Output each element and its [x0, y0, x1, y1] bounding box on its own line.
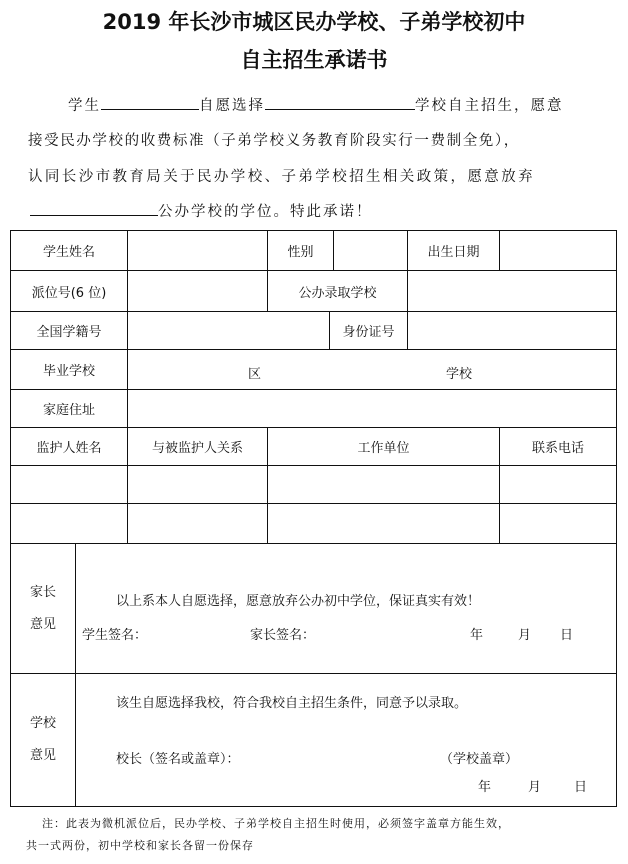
statement-line1 — [68, 94, 564, 115]
public-school-blank[interactable] — [30, 201, 158, 216]
year-label: 年 — [470, 628, 484, 643]
note-line2: 共一式两份，初中学校和家长各留一份保存 — [26, 839, 254, 852]
statement-line4 — [30, 200, 373, 221]
school-statement: 该生自愿选择我校，符合我校自主招生条件，同意予以录取。 — [116, 696, 468, 711]
label-guardian-name: 监护人姓名 — [10, 427, 128, 466]
field-grad-school[interactable] — [127, 349, 617, 390]
guardian1-work[interactable] — [267, 465, 500, 504]
label-public-school: 公办录取学校 — [267, 270, 408, 312]
field-address[interactable] — [127, 389, 617, 428]
year-label: 年 — [478, 780, 492, 795]
text: 公办学校的学位。特此承诺！ — [158, 204, 373, 220]
label-birth-date: 出生日期 — [407, 230, 500, 271]
label-id-card: 身份证号 — [329, 311, 408, 350]
parent-sign-label: 家长签名： — [250, 628, 316, 643]
label-relation: 与被监护人关系 — [127, 427, 268, 466]
guardian2-phone[interactable] — [499, 503, 617, 544]
principal-sign-label: 校长（签名或盖章）： — [116, 752, 240, 767]
guardian2-name[interactable] — [10, 503, 128, 544]
text: 自愿选择 — [199, 98, 265, 114]
field-public-school[interactable] — [407, 270, 617, 312]
field-student-name[interactable] — [127, 230, 268, 271]
text: 学校自主招生，愿意 — [415, 98, 564, 114]
label-student-name: 学生姓名 — [10, 230, 128, 271]
school-opinion-label — [10, 673, 76, 807]
field-birth-date[interactable] — [499, 230, 617, 271]
label-work-unit: 工作单位 — [267, 427, 500, 466]
field-student-id[interactable] — [127, 311, 330, 350]
field-gender[interactable] — [333, 230, 408, 271]
month-label: 月 — [518, 628, 532, 643]
title-line1: 2019 年长沙市城区民办学校、子弟学校初中 — [102, 10, 526, 34]
statement-line3: 认同长沙市教育局关于民办学校、子弟学校招生相关政策，愿意放弃 — [28, 169, 535, 185]
district-label: 区 — [248, 367, 262, 382]
text: 意见 — [29, 748, 56, 763]
school-seal-label: （学校盖章） — [440, 752, 519, 767]
field-id-card[interactable] — [407, 311, 617, 350]
day-label: 日 — [560, 628, 574, 643]
label-address: 家庭住址 — [10, 389, 128, 428]
statement-line2: 接受民办学校的收费标准（子弟学校义务教育阶段实行一费制全免）， — [28, 133, 520, 149]
guardian1-name[interactable] — [10, 465, 128, 504]
guardian2-work[interactable] — [267, 503, 500, 544]
day-label: 日 — [574, 780, 588, 795]
field-assignment-no[interactable] — [127, 270, 268, 312]
label-grad-school: 毕业学校 — [10, 349, 128, 390]
label-student-id: 全国学籍号 — [10, 311, 128, 350]
note-line1: 注：此表为微机派位后，民办学校、子弟学校自主招生时使用，必须签字盖章方能生效， — [42, 817, 510, 830]
label-phone: 联系电话 — [499, 427, 617, 466]
title-line2: 自主招生承诺书 — [240, 48, 388, 72]
text: 意见 — [29, 616, 56, 632]
guardian2-relation[interactable] — [127, 503, 268, 544]
parent-opinion-label — [10, 543, 76, 674]
label-assignment-no: 派位号(6 位) — [10, 270, 128, 312]
month-label: 月 — [528, 780, 542, 795]
student-blank[interactable] — [101, 95, 199, 110]
school-blank[interactable] — [265, 95, 415, 110]
guardian1-phone[interactable] — [499, 465, 617, 504]
guardian1-relation[interactable] — [127, 465, 268, 504]
parent-statement: 以上系本人自愿选择，愿意放弃公办初中学位，保证真实有效！ — [116, 594, 481, 609]
text: 家长 — [29, 584, 56, 600]
text: 学生 — [68, 98, 101, 114]
school-label: 学校 — [446, 367, 473, 382]
text: 学校 — [29, 716, 56, 731]
label-gender: 性别 — [267, 230, 334, 271]
student-sign-label: 学生签名： — [82, 628, 148, 643]
